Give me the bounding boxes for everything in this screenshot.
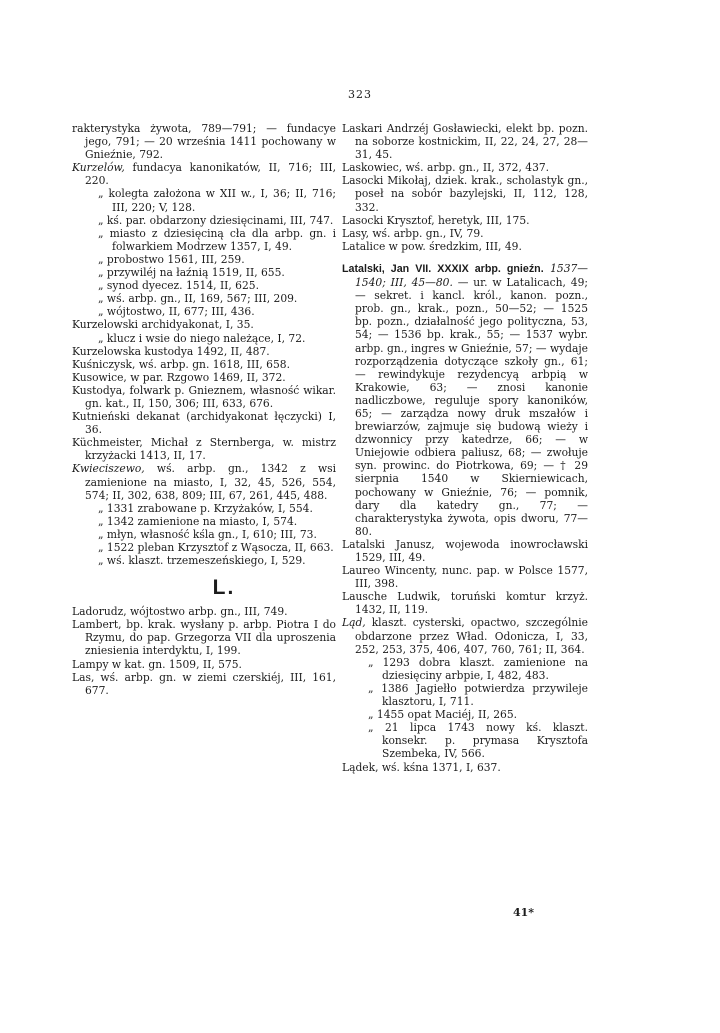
- index-subentry: „ wójtostwo, II, 677; III, 436.: [98, 305, 255, 319]
- section-letter-heading: L.: [212, 576, 236, 600]
- signature-mark: 41*: [513, 906, 535, 919]
- entry-text: wś. arbp. gn., 1342 z wsi zamienione na miasto, I, 32, 45, 526, 554, 574; II, 302, 638, 809; III, 67, 261, 445, 488.: [85, 462, 336, 502]
- index-entry: Lądek, wś. kśna 1371, I, 637.: [342, 760, 501, 774]
- index-column-right: [342, 122, 588, 774]
- index-subentry: „ 1455 opat Maciéj, II, 265.: [368, 708, 518, 722]
- index-subentry: „ przywiléj na łaźnią 1519, II, 655.: [98, 266, 285, 280]
- entry-text: fundacya kanonikatów, II, 716; III, 220.: [85, 161, 336, 188]
- index-entry: rakterystyka żywota, 789—791; — fundacye jego, 791; — 20 września 1411 pochowany w Gnieźnie, 792.: [72, 122, 336, 162]
- index-entry: Kuśniczysk, wś. arbp. gn. 1618, III, 658.: [72, 357, 290, 371]
- entry-dates: 1537—1540; III, 45—80.: [355, 261, 588, 290]
- index-entry: Laureo Wincenty, nunc. pap. w Polsce 1577, III, 398.: [342, 564, 588, 591]
- index-entry: [342, 616, 588, 655]
- entry-text: klaszt. cysterski, opactwo, szczególnie obdarzone przez Wład. Odonicza, I, 33, 252, 253, 375, 406, 407, 760, 761; II, 364.: [355, 616, 588, 656]
- entry-headword: Latalski, Jan VII. XXXIX arbp. gnieźn.: [342, 262, 544, 275]
- index-subentry: „ probostwo 1561, III, 259.: [98, 252, 245, 266]
- index-subentry: „ 1293 dobra klaszt. zamienione na dziesięciny arbpie, I, 482, 483.: [368, 655, 588, 682]
- entry-spacer: [342, 253, 588, 262]
- index-entry: [72, 161, 336, 187]
- index-entry: Lambert, bp. krak. wysłany p. arbp. Piotra I do Rzymu, do pap. Grzegorza VII dla uproszenia zniesienia interdyktu, I, 199.: [72, 618, 336, 658]
- index-entry: Kusowice, w par. Rzgowo 1469, II, 372.: [72, 370, 286, 384]
- index-subentry: „ miasto z dziesięciną cła dla arbp. gn. i folwarkiem Modrzew 1357, I, 49.: [98, 226, 336, 253]
- index-entry: Kutnieński dekanat (archidyakonat łęczycki) I, 36.: [72, 410, 336, 437]
- index-entry-major: [342, 262, 588, 538]
- index-entry: Laskari Andrzéj Gosławiecki, elekt bp. pozn. na soborze kostnickim, II, 22, 24, 27, 28—31, 45.: [342, 122, 588, 162]
- index-entry: Lausche Ludwik, toruński komtur krzyż. 1432, II, 119.: [342, 590, 588, 617]
- index-subentry: „ synod dyecez. 1514, II, 625.: [98, 279, 259, 293]
- index-subentry: „ 1522 pleban Krzysztof z Wąsocza, II, 663.: [98, 541, 334, 554]
- entry-headword: Ląd,: [342, 616, 366, 630]
- index-entry: Kurzelowska kustodya 1492, II, 487.: [72, 344, 270, 358]
- index-subentry: „ 1386 Jagiełło potwierdza przywileje klasztoru, I, 711.: [368, 681, 588, 709]
- index-subentry: „ klucz i wsie do niego należące, I, 72.: [98, 331, 306, 345]
- index-subentry: „ 1342 zamienione na miasto, I, 574.: [98, 514, 298, 528]
- index-entry: Latalice w pow. średzkim, III, 49.: [342, 239, 522, 253]
- index-subentry: „ kolegta założona w XII w., I, 36; II, 716; III, 220; V, 128.: [98, 187, 336, 214]
- index-entry: Kustodya, folwark p. Gnieznem, własność wikar. gn. kat., II, 150, 306; III, 633, 676.: [72, 383, 336, 410]
- index-entry: [72, 462, 336, 501]
- index-entry: Ladorudz, wójtostwo arbp. gn., III, 749.: [72, 605, 288, 619]
- index-subentry: „ młyn, własność kśla gn., I, 610; III, 73.: [98, 527, 317, 541]
- entry-text: — ur. w Latalicach, 49; — sekret. i kancl. król., kanon. pozn., prob. gn., krak., pozn., 50—52; — 1525 bp. pozn., działalność jego polityczna, 53, 54; — 1536 bp. krak., 55; — 1537 wybr. arbp. gn., ingres w Gnieźnie, 57; — wydaje rozporządzenia dotyczące szkoły gn., 61; — rewindykuje rezydencyą arbpią w Krakowie, 63; — znosi kanonie nadliczbowe, reguluje spory kanoników, 65; — zarządza nowy druk mszałów i brewiarzów, zajmuje się budową wieży i dzwonnicy przy katedrze, 66; — w Uniejowie odbiera paliusz, 68; — zwołuje syn. prowinc. do Piotrkowa, 69; — † 29 sierpnia 1540 w Skierniewicach, pochowany w Gnieźnie, 76; — pomnik, dary dla katedry gn., 77; — charakterystyka żywota, opis dworu, 77—80.: [355, 276, 588, 538]
- index-entry: Latalski Janusz, wojewoda inowrocławski 1529, III, 49.: [342, 537, 588, 564]
- index-subentry: „ wś. klaszt. trzemeszeńskiego, I, 529.: [98, 554, 306, 568]
- index-entry: Lasy, wś. arbp. gn., IV, 79.: [342, 226, 484, 240]
- index-entry: Las, wś. arbp. gn. w ziemi czerskiéj, III, 161, 677.: [72, 670, 336, 697]
- index-entry: Lampy w kat. gn. 1509, II, 575.: [72, 657, 242, 671]
- entry-headword: Kurzelów,: [72, 161, 125, 175]
- index-subentry: „ 21 lipca 1743 nowy kś. klaszt. konsekr. p. prymasa Krysztofa Szembeka, IV, 566.: [368, 721, 588, 761]
- index-entry: Küchmeister, Michał z Sternberga, w. mistrz krzyżacki 1413, II, 17.: [72, 436, 336, 463]
- index-entry: Lasocki Mikołaj, dziek. krak., scholastyk gn., poseł na sobór bazylejski, II, 112, 128, 332.: [342, 174, 588, 214]
- page-number: 323: [348, 88, 372, 101]
- entry-headword: Kwieciszewo,: [72, 462, 145, 476]
- index-subentry: „ wś. arbp. gn., II, 169, 567; III, 209.: [98, 292, 298, 306]
- index-column-left: [72, 122, 336, 697]
- index-entry: Lasocki Krysztof, heretyk, III, 175.: [342, 213, 530, 227]
- index-entry: Kurzelowski archidyakonat, I, 35.: [72, 318, 254, 332]
- index-subentry: „ kś. par. obdarzony dziesięcinami, III, 747.: [98, 213, 334, 227]
- index-subentry: „ 1331 zrabowane p. Krzyżaków, I, 554.: [98, 501, 313, 515]
- index-entry: Laskowiec, wś. arbp. gn., II, 372, 437.: [342, 161, 550, 175]
